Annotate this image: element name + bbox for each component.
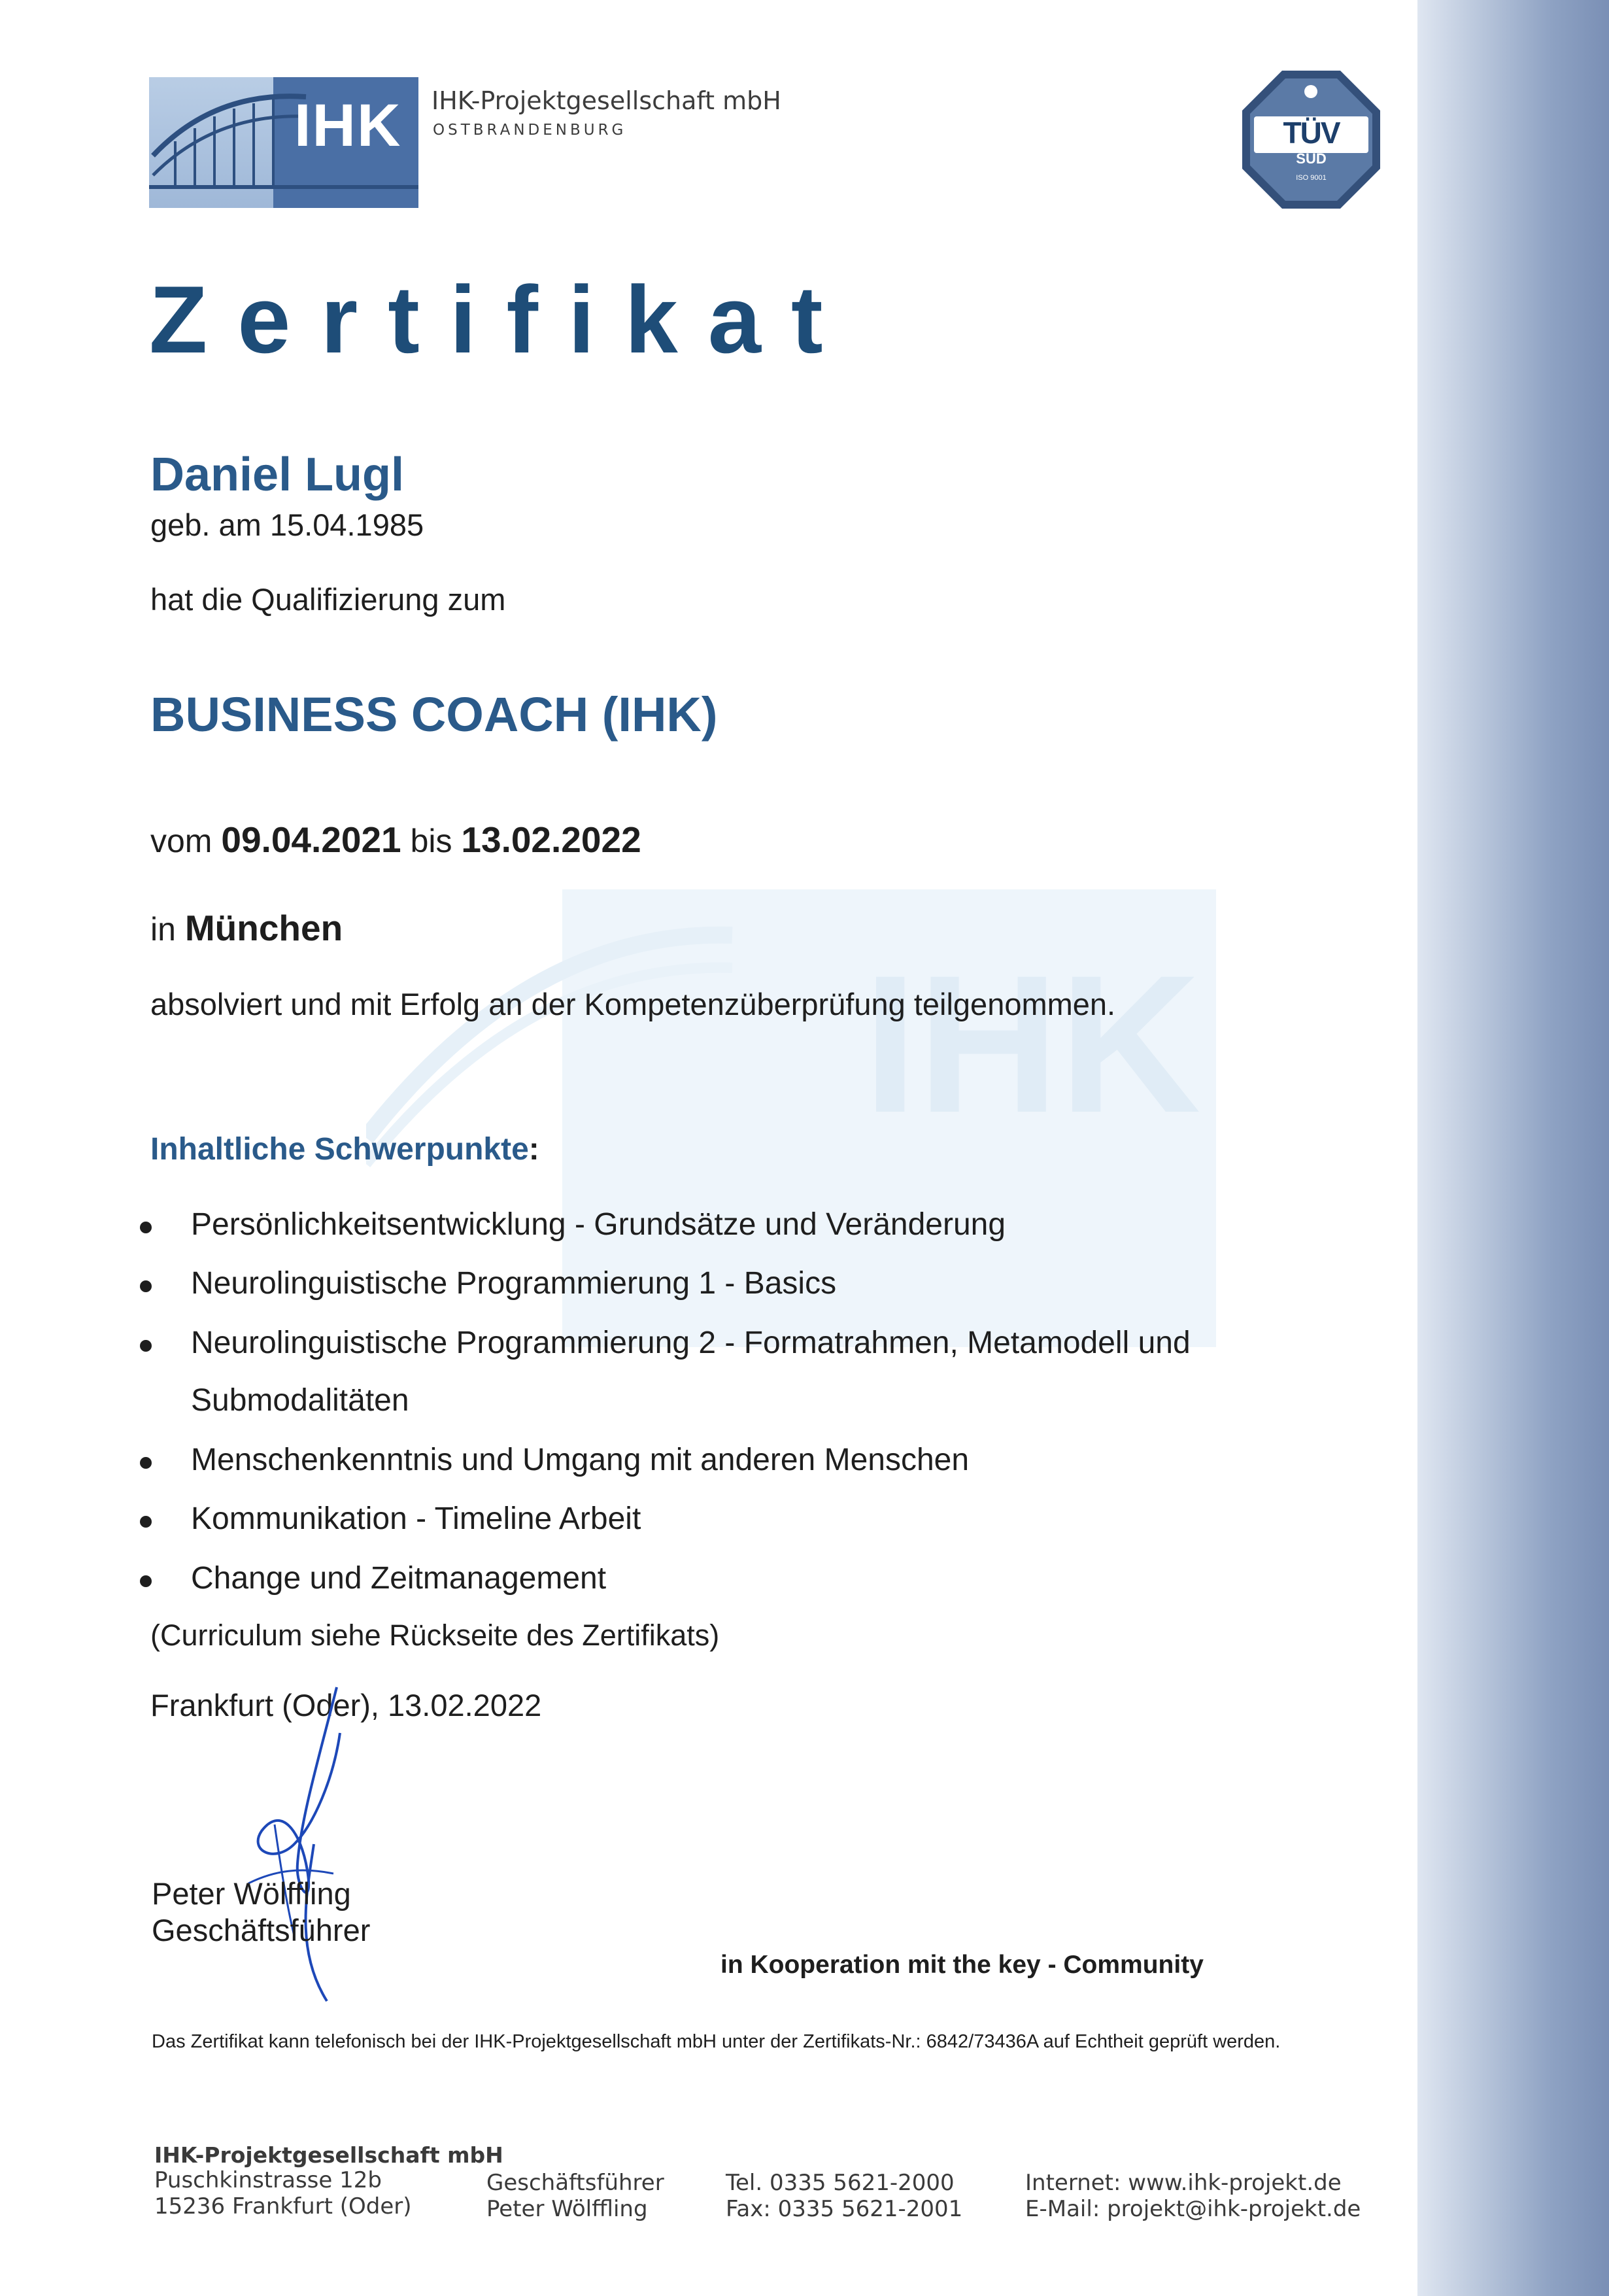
side-gradient-band	[1417, 0, 1609, 2296]
bullet	[140, 1457, 152, 1469]
footer-company: IHK-Projektgesellschaft mbH	[154, 2142, 503, 2168]
topics-heading	[150, 1131, 539, 1167]
course-place	[150, 907, 343, 949]
org-name: IHK-Projektgesellschaft mbH	[432, 86, 781, 115]
place-and-date: Frankfurt (Oder), 13.02.2022	[150, 1688, 542, 1722]
org-subtitle: OSTBRANDENBURG	[433, 122, 627, 139]
certificate-title: Zertifikat	[149, 266, 853, 373]
cooperation-note: in Kooperation mit the key - Community	[720, 1951, 1204, 1979]
footer-ceo-name: Peter Wölffling	[486, 2196, 648, 2222]
bullet	[140, 1340, 152, 1352]
tuv-iso: ISO 9001	[1296, 174, 1327, 182]
tuv-seal	[1241, 69, 1381, 210]
signature-graphic	[235, 1674, 379, 2008]
footer-street: Puschkinstrasse 12b	[154, 2167, 382, 2193]
footer-fax: Fax: 0335 5621-2001	[726, 2196, 963, 2222]
footer-web[interactable]: Internet: www.ihk-projekt.de	[1025, 2170, 1342, 2196]
curriculum-note: (Curriculum siehe Rückseite des Zertifikats)	[150, 1619, 720, 1652]
bullet	[140, 1222, 152, 1233]
birth-date: geb. am 15.04.1985	[150, 507, 424, 542]
bullet	[140, 1280, 152, 1292]
footer-city: 15236 Frankfurt (Oder)	[154, 2193, 412, 2219]
place-label: in	[150, 911, 176, 948]
topic-item: Persönlichkeitsentwicklung - Grundsätze und Veränderung	[191, 1207, 1006, 1242]
topic-item: Kommunikation - Timeline Arbeit	[191, 1501, 641, 1536]
to-date: 13.02.2022	[461, 819, 641, 860]
topic-item-continuation: Submodalitäten	[191, 1383, 409, 1418]
topic-item: Menschenkenntnis und Umgang mit anderen Menschen	[191, 1443, 970, 1477]
verification-note: Das Zertifikat kann telefonisch bei der IHK-Projektgesellschaft mbH unter der Zertifikats-Nr.: 6842/73436A auf Echtheit geprüft werden.	[152, 2031, 1281, 2052]
ihk-logo	[149, 77, 418, 208]
topic-item: Neurolinguistische Programmierung 1 - Basics	[191, 1266, 837, 1301]
person-name: Daniel Lugl	[150, 449, 405, 501]
footer-ceo-label: Geschäftsführer	[486, 2170, 664, 2196]
course-title: BUSINESS COACH (IHK)	[150, 687, 718, 742]
watermark-text: IHK	[863, 934, 1201, 1154]
course-dates	[150, 819, 641, 861]
bullet	[140, 1575, 152, 1587]
signer-name: Peter Wölffling	[152, 1876, 351, 1911]
topics-heading-text: Inhaltliche Schwerpunkte	[150, 1132, 529, 1167]
from-date: 09.04.2021	[221, 819, 401, 860]
topic-item: Change und Zeitmanagement	[191, 1561, 607, 1596]
tuv-mark: TÜV	[1283, 116, 1340, 150]
qualification-intro: hat die Qualifizierung zum	[150, 582, 506, 617]
footer-email[interactable]: E-Mail: projekt@ihk-projekt.de	[1025, 2196, 1361, 2222]
tuv-sub: SÜD	[1296, 150, 1327, 167]
completion-text: absolviert und mit Erfolg an der Kompetenzüberprüfung teilgenommen.	[150, 987, 1116, 1021]
signer-role: Geschäftsführer	[152, 1913, 371, 1947]
topic-item: Neurolinguistische Programmierung 2 - Formatrahmen, Metamodell und	[191, 1326, 1191, 1360]
place-name: München	[184, 908, 343, 948]
from-label: vom	[150, 823, 212, 859]
to-label: bis	[410, 823, 452, 859]
footer-phone: Tel. 0335 5621-2000	[726, 2170, 955, 2196]
logo-text: IHK	[294, 92, 402, 159]
bullet	[140, 1516, 152, 1528]
topics-heading-colon: :	[528, 1132, 539, 1167]
